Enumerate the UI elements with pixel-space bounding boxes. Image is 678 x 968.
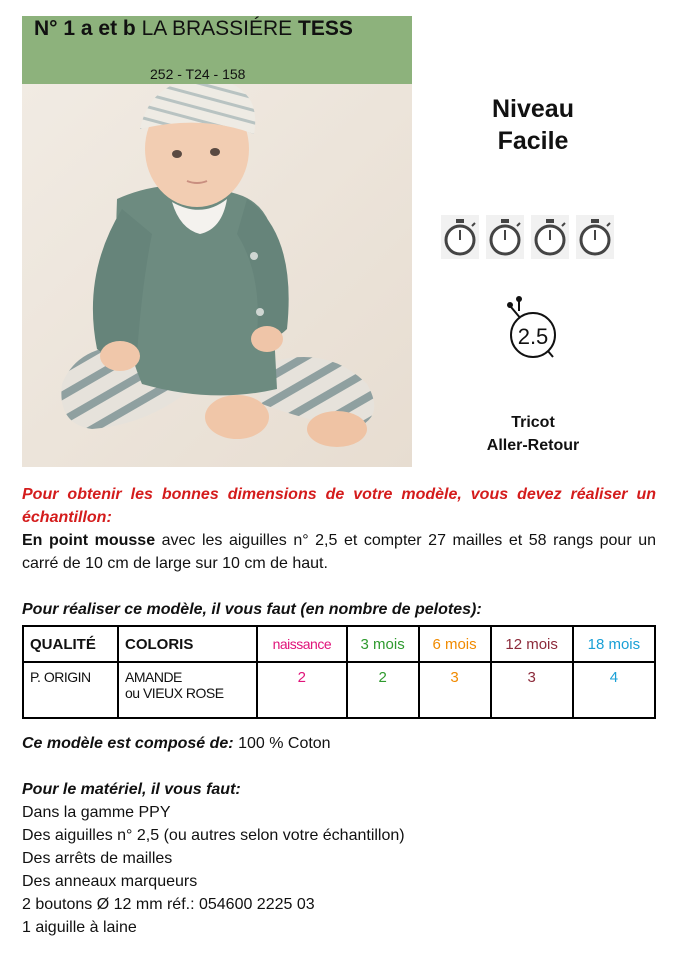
list-item: 1 aiguille à laine: [22, 919, 137, 936]
pattern-codes: 252 - T24 - 158: [150, 66, 246, 82]
cell-colors: [118, 662, 257, 718]
cell-qty-4: 4: [573, 662, 655, 718]
col-size-3: 12 mois: [491, 626, 573, 662]
composition: [22, 732, 656, 755]
gauge-text: [22, 529, 656, 575]
col-quality: QUALITÉ: [23, 626, 118, 662]
list-item: Dans la gamme PPY: [22, 804, 171, 821]
gauge-heading: Pour obtenir les bonnes dimensions de votre modèle, vous devez réaliser un échantillon:: [22, 486, 656, 526]
needle-size: 2.5: [517, 324, 549, 349]
technique-line1: Tricot: [511, 414, 555, 431]
technique-line2: Aller-Retour: [486, 437, 580, 454]
col-size-2: 6 mois: [419, 626, 491, 662]
level-label: Niveau: [492, 95, 574, 123]
list-item: Des arrêts de mailles: [22, 850, 173, 867]
table-row: [23, 662, 655, 718]
cell-quality: P. ORIGIN: [23, 662, 118, 718]
list-item: Des aiguilles n° 2,5 (ou autres selon votre échantillon): [22, 827, 405, 844]
materials-heading: Pour réaliser ce modèle, il vous faut (en nombre de pelotes):: [22, 601, 482, 618]
pattern-title: [34, 17, 353, 41]
cell-qty-3: 3: [491, 662, 573, 718]
knitting-technique: [453, 411, 613, 457]
composition-label: Ce modèle est composé de:: [22, 735, 234, 752]
knitting-needle-icon: [497, 295, 565, 365]
difficulty-timers: [441, 215, 614, 259]
cell-qty-1: 2: [347, 662, 419, 718]
col-size-1: 3 mois: [347, 626, 419, 662]
supplies-heading: Pour le matériel, il vous faut:: [22, 781, 241, 798]
gauge-body: avec les aiguilles n° 2,5 et compter 27 mailles et 58 rangs pour un carré de 10 cm de large sur 10 cm de haut.: [22, 532, 656, 572]
color-option-2: ou VIEUX ROSE: [125, 685, 224, 701]
pattern-name: TESS: [298, 17, 353, 40]
pattern-number: N° 1 a et b: [34, 17, 136, 40]
color-option-1: AMANDE: [125, 669, 182, 685]
pattern-name-prefix: LA BRASSIÉRE: [141, 17, 293, 40]
stopwatch-icon: [531, 215, 569, 259]
difficulty-level: [453, 93, 613, 157]
supplies-section: [22, 778, 656, 939]
list-item: Des anneaux marqueurs: [22, 873, 198, 890]
gauge-stitch: En point mousse: [22, 532, 156, 549]
table-header-row: [23, 626, 655, 662]
cell-qty-0: 2: [257, 662, 347, 718]
stopwatch-icon: [486, 215, 524, 259]
baby-photo: [22, 84, 412, 467]
cell-qty-2: 3: [419, 662, 491, 718]
yarn-table: [22, 625, 656, 719]
level-value: Facile: [497, 127, 569, 155]
col-size-0: naissance: [257, 626, 347, 662]
col-colors: COLORIS: [118, 626, 257, 662]
stopwatch-icon: [441, 215, 479, 259]
gauge-section: [22, 483, 656, 575]
list-item: 2 boutons Ø 12 mm réf.: 054600 2225 03: [22, 896, 315, 913]
stopwatch-icon: [576, 215, 614, 259]
composition-value: 100 % Coton: [233, 735, 331, 752]
col-size-4: 18 mois: [573, 626, 655, 662]
